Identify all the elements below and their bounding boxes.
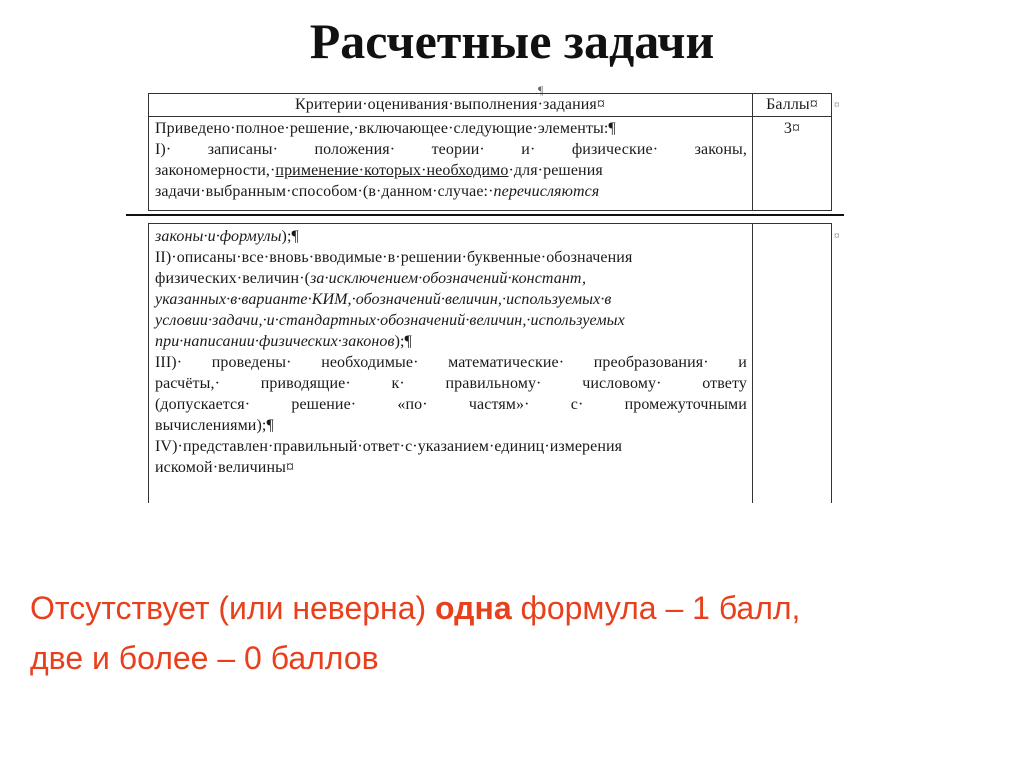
criteria-line: указанных·в·варианте·КИМ,·обозначений·величин,·используемых·в bbox=[155, 291, 612, 308]
criteria-line: при·написании·физических·законов);¶ bbox=[155, 333, 412, 350]
cell-end-mark: ¤ bbox=[834, 99, 840, 111]
paragraph-mark: ¶ bbox=[538, 83, 544, 97]
criteria-text-top bbox=[155, 118, 747, 202]
criteria-line: II)·описаны·все·вновь·вводимые·в·решении·буквенные·обозначения bbox=[155, 249, 633, 266]
criteria-line: законы·и·формулы);¶ bbox=[155, 228, 299, 245]
criteria-line: физических·величин·(за·исключением·обозначений·констант, bbox=[155, 270, 587, 287]
emphasis-one: одна bbox=[435, 590, 512, 626]
criteria-line: закономерности,·применение·которых·необходимо·для·решения bbox=[155, 162, 603, 179]
criteria-line: Приведено·полное·решение,·включающее·следующие·элементы:¶ bbox=[155, 120, 616, 137]
criteria-line: I)· записаны· положения· теории· и· физические· законы, bbox=[155, 141, 747, 158]
header-criteria: Критерии·оценивания·выполнения·задания¤ bbox=[295, 96, 605, 113]
criteria-line: вычислениями);¶ bbox=[155, 417, 274, 434]
criteria-line: искомой·величины¤ bbox=[155, 459, 295, 476]
criteria-line: расчёты,· приводящие· к· правильному· числовому· ответу bbox=[155, 375, 747, 392]
header-points: Баллы¤ bbox=[766, 96, 818, 113]
page-title: Расчетные задачи bbox=[309, 13, 715, 69]
criteria-text-bottom bbox=[155, 226, 747, 478]
criteria-line: III)· проведены· необходимые· математические· преобразования· и bbox=[155, 354, 747, 371]
scoring-note-line-2: две и более – 0 баллов bbox=[30, 640, 379, 676]
points-value: 3¤ bbox=[783, 120, 801, 137]
page-break-line bbox=[126, 214, 844, 216]
cell-end-mark: ¤ bbox=[834, 230, 840, 242]
criteria-line: условии·задачи,·и·стандартных·обозначений·величин,·используемых bbox=[155, 312, 625, 329]
criteria-line: задачи·выбранным·способом·(в·данном·случае:·перечисляются bbox=[155, 183, 600, 200]
criteria-line: (допускается· решение· «по· частям»· с· промежуточными bbox=[155, 396, 747, 413]
scoring-note-line-1: Отсутствует (или неверна) одна формула – 1 балл, bbox=[30, 590, 801, 626]
criteria-line: IV)·представлен·правильный·ответ·с·указанием·единиц·измерения bbox=[155, 438, 623, 455]
